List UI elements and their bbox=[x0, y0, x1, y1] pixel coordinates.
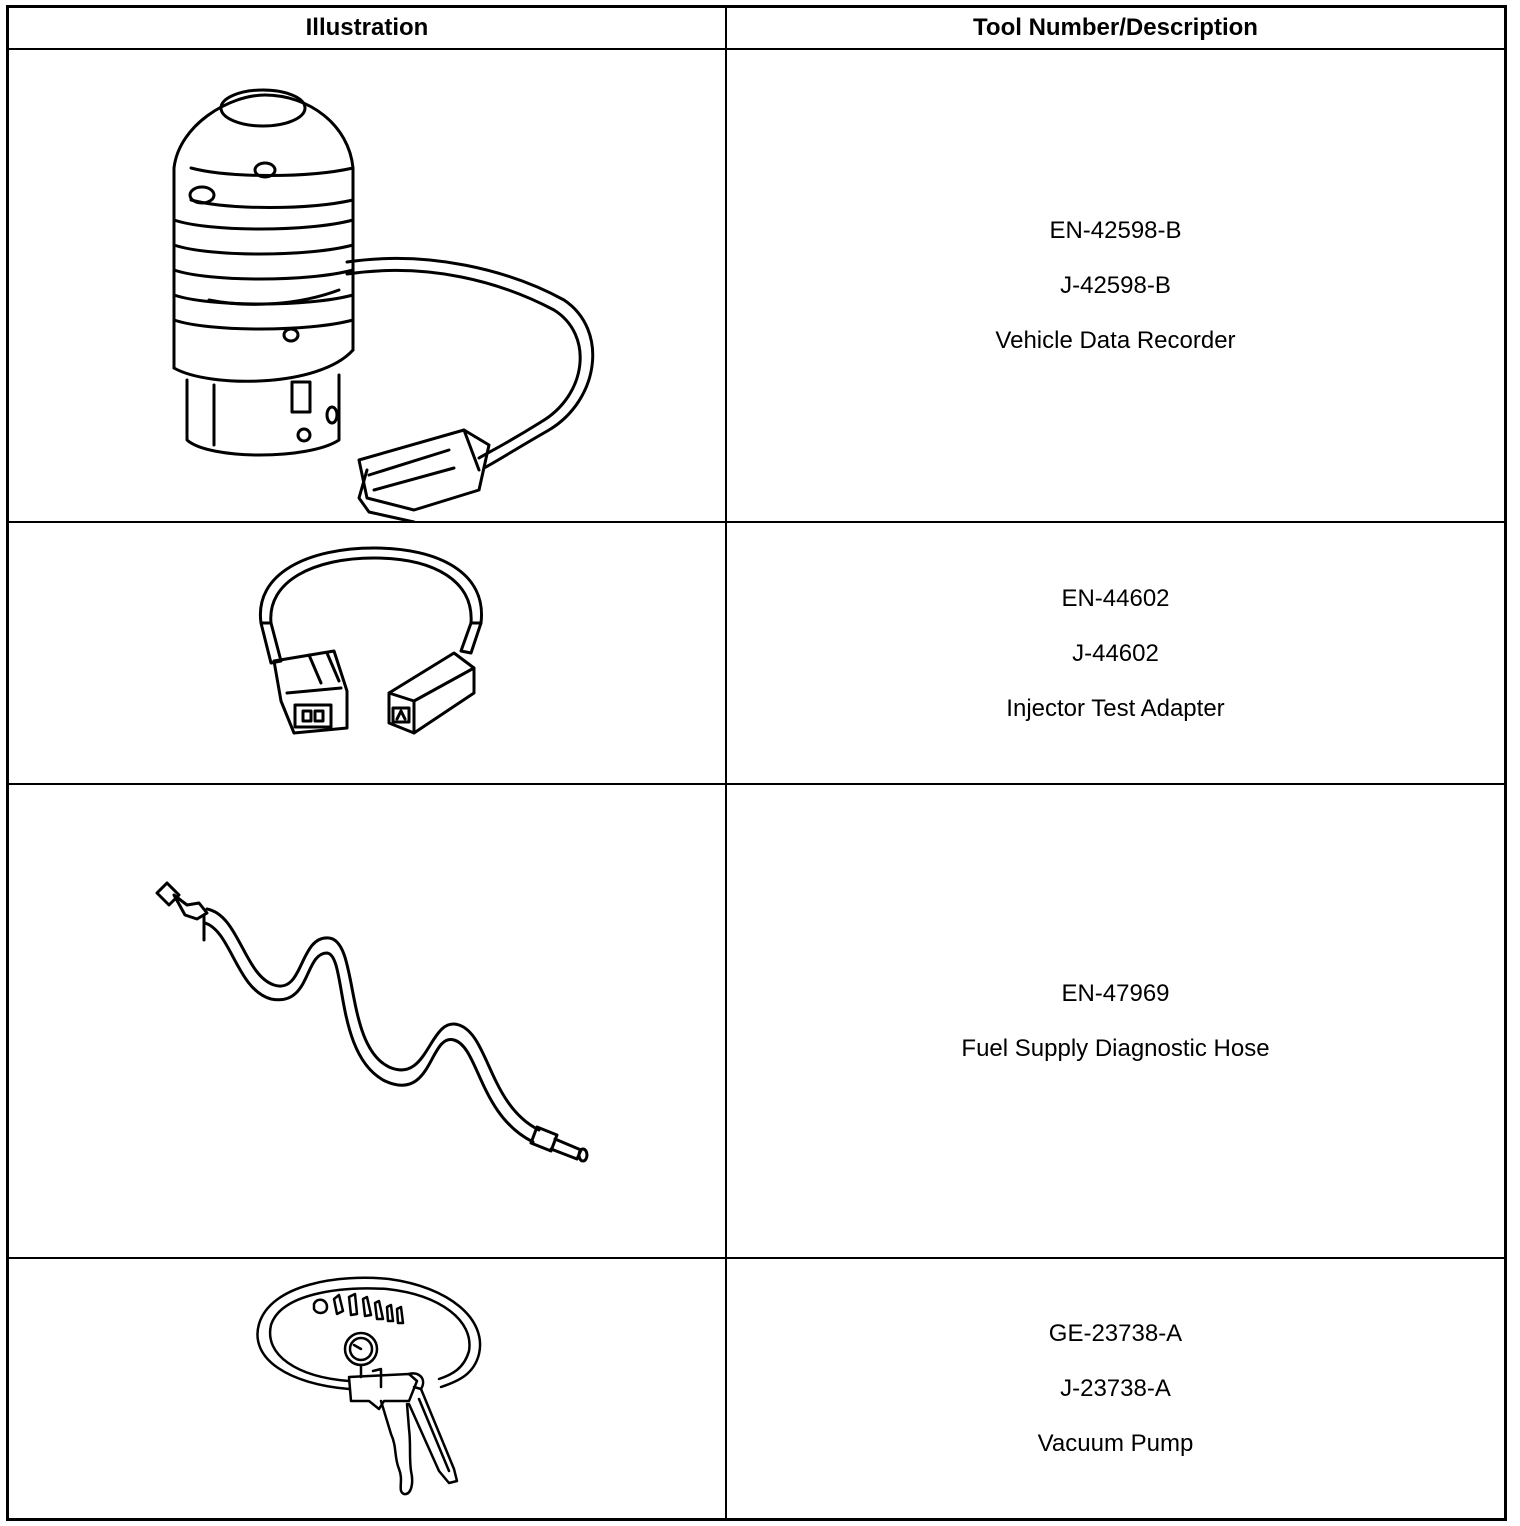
tool-number-en: EN-44602 bbox=[1061, 584, 1170, 612]
tool-description: Fuel Supply Diagnostic Hose bbox=[961, 1035, 1270, 1062]
tool-number-j: J-42598-B bbox=[1060, 272, 1171, 299]
tool-description-cell bbox=[726, 1258, 1506, 1520]
tool-number-en: EN-47969 bbox=[1061, 980, 1170, 1007]
tool-description-cell bbox=[726, 784, 1506, 1258]
tool-number-j: J-23738-A bbox=[1060, 1375, 1171, 1402]
injector-test-adapter-illustration bbox=[9, 523, 727, 783]
tool-description-column-header: Tool Number/Description bbox=[726, 7, 1506, 50]
illustration-cell bbox=[8, 1258, 726, 1520]
table-row bbox=[8, 784, 1506, 1258]
illustration-cell bbox=[8, 522, 726, 784]
table-row bbox=[8, 522, 1506, 784]
tool-description: Injector Test Adapter bbox=[1006, 694, 1225, 722]
illustration-cell bbox=[8, 784, 726, 1258]
vehicle-data-recorder-illustration bbox=[9, 50, 727, 521]
tool-number-ge: GE-23738-A bbox=[1048, 1320, 1183, 1347]
table-row bbox=[8, 1258, 1506, 1520]
table-header-row bbox=[8, 7, 1506, 50]
tool-description: Vacuum Pump bbox=[1037, 1430, 1194, 1457]
table-row bbox=[8, 49, 1506, 522]
illustration-column-header: Illustration bbox=[8, 7, 726, 50]
tool-description-cell bbox=[726, 522, 1506, 784]
vacuum-pump-illustration bbox=[9, 1259, 727, 1518]
tool-number-en: EN-42598-B bbox=[1049, 217, 1182, 244]
tool-number-j: J-44602 bbox=[1072, 639, 1159, 667]
tool-description: Vehicle Data Recorder bbox=[995, 327, 1236, 354]
tool-description-cell bbox=[726, 49, 1506, 522]
special-tools-table bbox=[6, 5, 1507, 1521]
illustration-cell bbox=[8, 49, 726, 522]
fuel-supply-diagnostic-hose-illustration bbox=[9, 785, 727, 1257]
